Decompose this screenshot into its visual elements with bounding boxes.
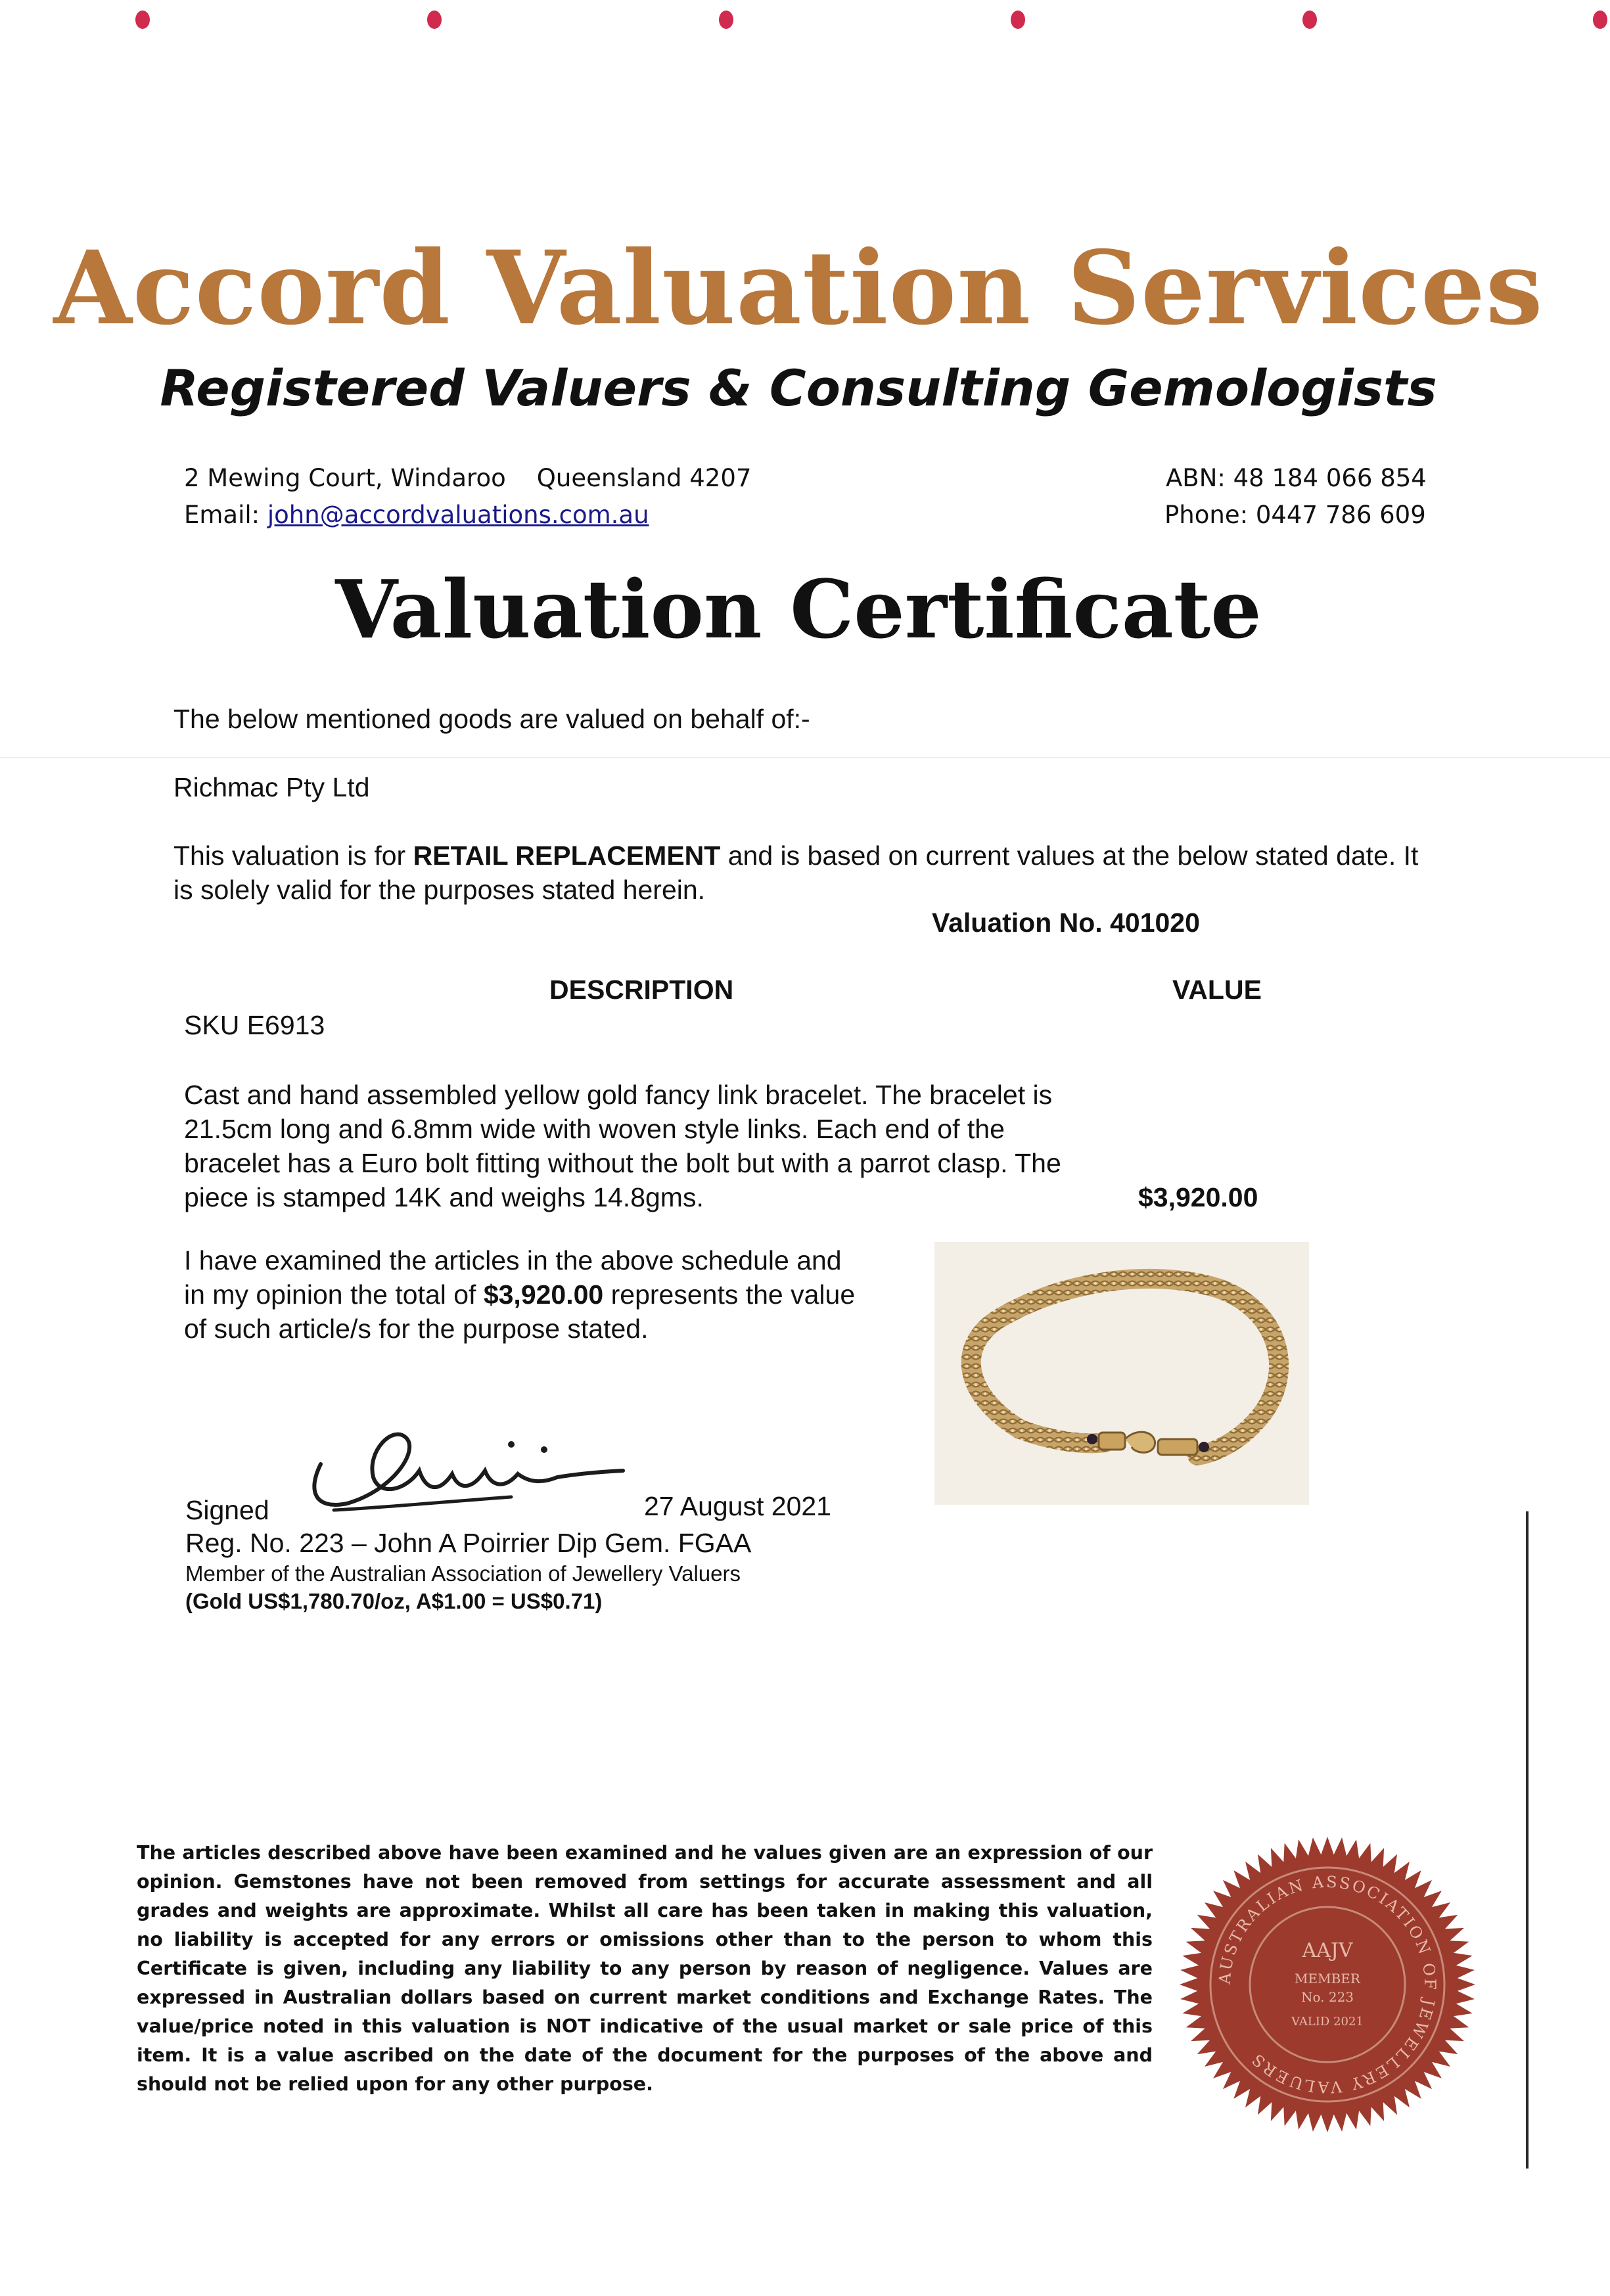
bracelet-photo — [934, 1242, 1309, 1505]
punch-mark — [1302, 11, 1317, 29]
seal-valid: VALID 2021 — [1291, 2015, 1364, 2029]
aajv-seal — [1176, 1833, 1479, 2136]
opinion-amount: $3,920.00 — [483, 1279, 604, 1310]
description-header: DESCRIPTION — [549, 975, 734, 1005]
abn: ABN: 48 184 066 854 — [1166, 464, 1427, 492]
email-line — [184, 501, 649, 529]
punch-mark — [1011, 11, 1025, 29]
signature-mark — [294, 1412, 662, 1527]
seal-acronym: AAJV — [1302, 1939, 1353, 1962]
paper-fold — [0, 757, 1610, 758]
valuer-registration: Reg. No. 223 – John A Poirrier Dip Gem. FGAA — [185, 1528, 752, 1558]
purpose-statement — [173, 838, 1435, 907]
description-line: piece is stamped 14K and weighs 14.8gms. — [184, 1182, 704, 1212]
purpose-text: This valuation is for — [173, 840, 413, 871]
company-tagline: Registered Valuers & Consulting Gemologists — [160, 359, 1437, 417]
sku: SKU E6913 — [184, 1010, 325, 1040]
valuation-number: Valuation No. 401020 — [932, 907, 1200, 938]
signature-date: 27 August 2021 — [644, 1491, 831, 1521]
punch-mark — [1593, 11, 1607, 29]
client-name: Richmac Pty Ltd — [173, 772, 370, 802]
opinion-line: I have examined the articles in the above schedule and — [184, 1245, 842, 1275]
client-intro: The below mentioned goods are valued on behalf of:- — [173, 704, 810, 734]
disclaimer: The articles described above have been examined and he values given are an expression of our opinion. Gemstones have not been removed from settings for accurate assessment and all grades and weights are approximate. Whilst all care has been taken in making this valuation, no liability is accepted for any errors or omissions other than to the person to whom this Certificate is given, including any liability to any person by reason of negligence. Values are expressed in Australian dollars based on current market conditions and Exchange Rates. The value/price noted in this valuation is NOT indicative of the usual market or sale price of this item. It is a value ascribed on the date of the document for the purposes of the above and should not be relied upon for any other purpose. — [137, 1842, 1153, 2095]
value-header: VALUE — [1172, 975, 1262, 1005]
opinion-line — [184, 1277, 933, 1312]
margin-line — [1526, 1511, 1529, 2169]
description-line: Cast and hand assembled yellow gold fancy link bracelet. The bracelet is — [184, 1080, 1053, 1110]
email-label: Email: — [184, 501, 260, 529]
signed-label: Signed — [185, 1495, 269, 1525]
valuer-membership: Member of the Australian Association of Jewellery Valuers — [185, 1561, 741, 1586]
item-description — [184, 1078, 1117, 1214]
seal-ring-text: AUSTRALIAN ASSOCIATION OF JEWELLERY VALUERS — [1215, 1872, 1440, 2097]
exchange-rates: (Gold US$1,780.70/oz, A$1.00 = US$0.71) — [185, 1589, 603, 1613]
punch-mark — [719, 11, 733, 29]
seal-member: MEMBER — [1295, 1971, 1360, 1986]
opinion-statement — [184, 1243, 933, 1346]
document-title: Valuation Certificate — [335, 562, 1262, 656]
email-link[interactable]: john@accordvaluations.com.au — [267, 501, 649, 529]
purpose-text-after: and is based on current values at the below stated date. It is solely valid for the purposes stated herein. — [173, 840, 1419, 905]
purpose-emphasis: RETAIL REPLACEMENT — [413, 840, 721, 871]
item-value: $3,920.00 — [1138, 1182, 1258, 1212]
description-line: 21.5cm long and 6.8mm wide with woven style links. Each end of the — [184, 1114, 1005, 1144]
address: 2 Mewing Court, Windaroo Queensland 4207 — [184, 464, 752, 492]
opinion-text: represents the value — [603, 1279, 856, 1310]
seal-number: No. 223 — [1300, 1989, 1354, 2005]
punch-mark — [427, 11, 442, 29]
company-name: Accord Valuation Services — [53, 229, 1544, 348]
description-line: bracelet has a Euro bolt fitting without the bolt but with a parrot clasp. The — [184, 1148, 1061, 1178]
phone: Phone: 0447 786 609 — [1164, 501, 1426, 529]
punch-mark — [135, 11, 150, 29]
opinion-line: of such article/s for the purpose stated. — [184, 1314, 649, 1344]
opinion-text: in my opinion the total of — [184, 1279, 484, 1310]
